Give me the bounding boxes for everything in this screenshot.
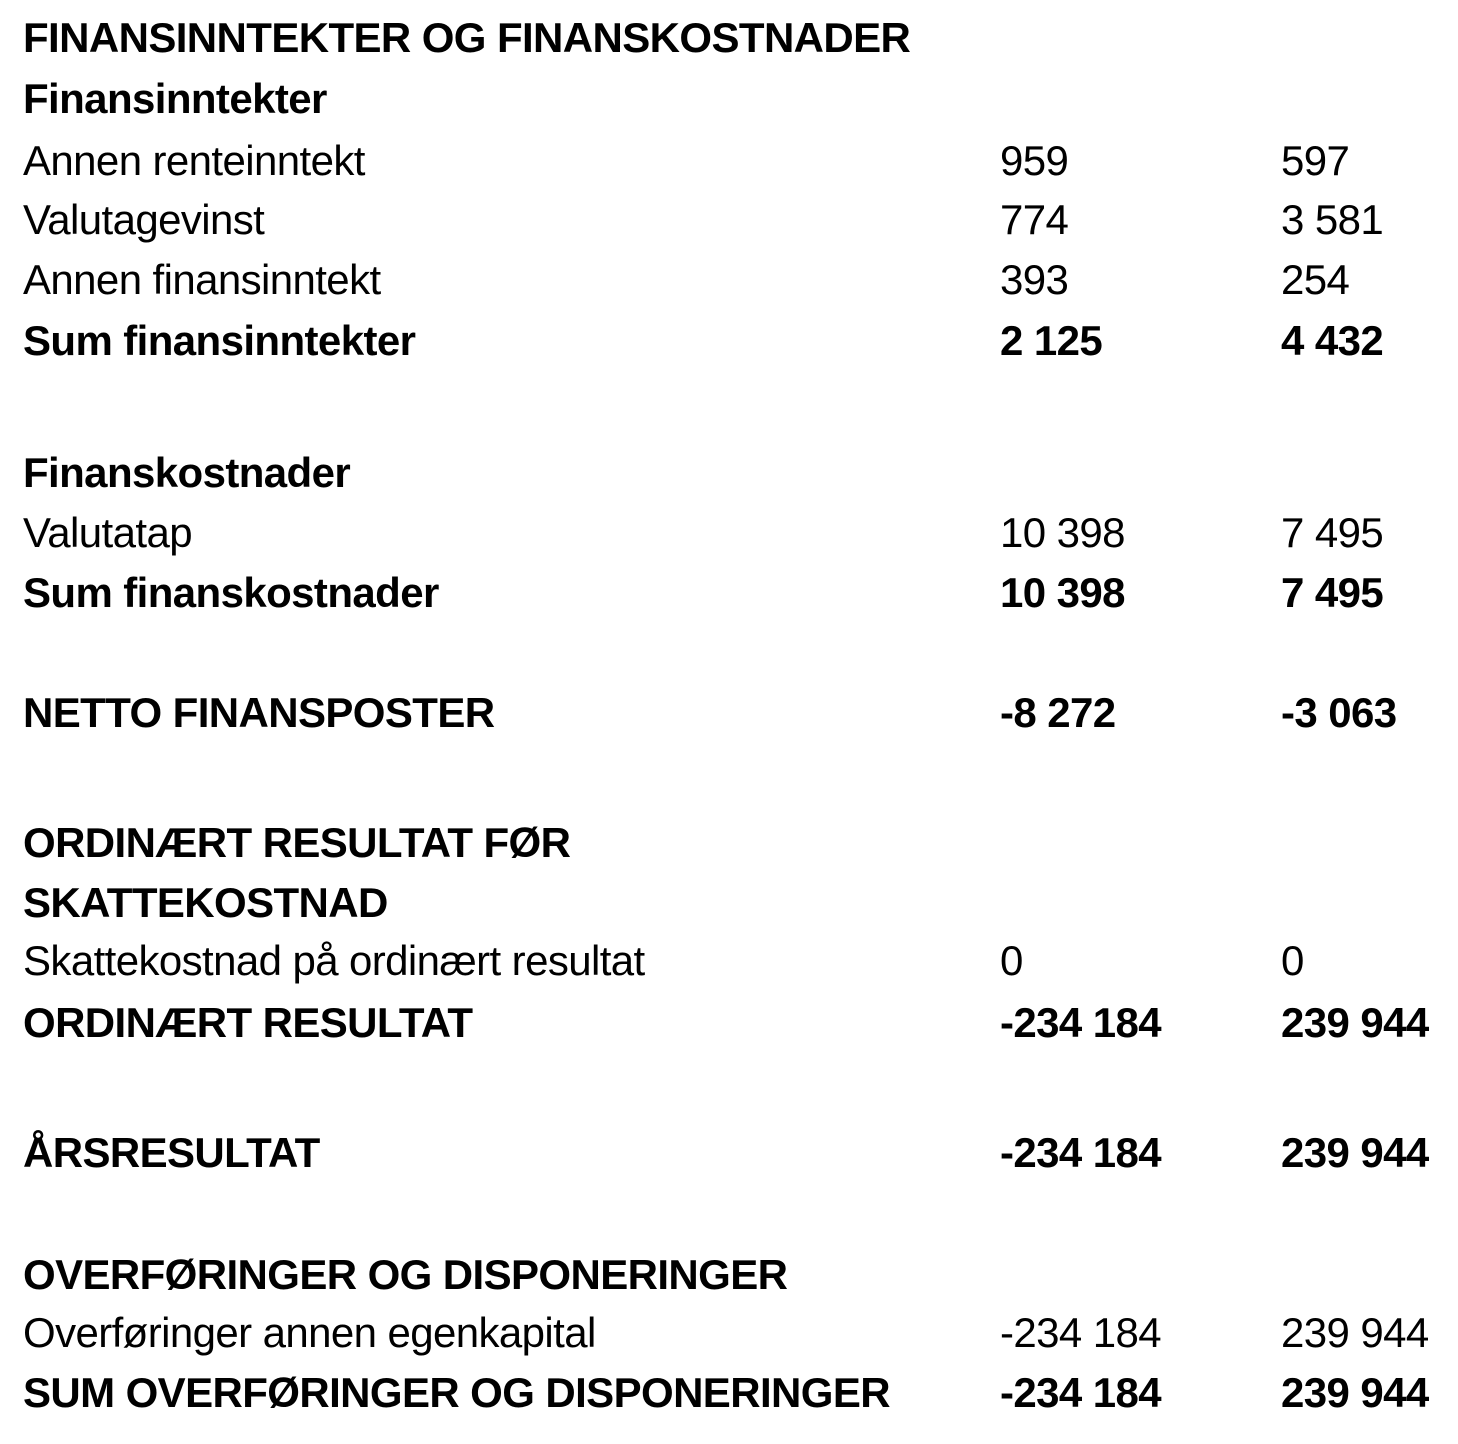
row-value-col1: 10 398 (1000, 509, 1125, 556)
row-label: OVERFØRINGER OG DISPONERINGER (23, 1251, 788, 1298)
row-value-col2: 7 495 (1281, 509, 1384, 556)
table-row (0, 569, 1458, 624)
table-row (0, 137, 1458, 192)
row-label: Sum finansinntekter (23, 317, 416, 364)
row-label: NETTO FINANSPOSTER (23, 689, 495, 736)
table-row (0, 1369, 1458, 1424)
row-value-col2: 597 (1281, 137, 1350, 184)
row-value-col1: -234 184 (1000, 1309, 1162, 1356)
table-row (0, 1309, 1458, 1364)
row-label: Finanskostnader (23, 449, 351, 496)
row-value-col1: -234 184 (1000, 1129, 1162, 1176)
row-label: Valutatap (23, 509, 192, 556)
row-value-col2: 239 944 (1281, 1369, 1429, 1416)
table-row (0, 819, 1458, 874)
row-label: Sum finanskostnader (23, 569, 439, 616)
row-value-col2: 4 432 (1281, 317, 1384, 364)
table-row (0, 196, 1458, 251)
row-value-col2: 0 (1281, 937, 1304, 984)
table-row (0, 509, 1458, 564)
row-label: ORDINÆRT RESULTAT FØR (23, 819, 571, 866)
row-label: SKATTEKOSTNAD (23, 879, 388, 926)
table-row (0, 256, 1458, 311)
row-value-col1: 393 (1000, 256, 1069, 303)
row-label: FINANSINNTEKTER OG FINANSKOSTNADER (23, 14, 911, 61)
row-label: Overføringer annen egenkapital (23, 1309, 596, 1356)
row-label: ORDINÆRT RESULTAT (23, 999, 473, 1046)
row-value-col1: 774 (1000, 196, 1069, 243)
row-value-col2: 7 495 (1281, 569, 1384, 616)
row-value-col2: 239 944 (1281, 1309, 1429, 1356)
row-label: Annen renteinntekt (23, 137, 365, 184)
table-row (0, 879, 1458, 934)
table-row (0, 999, 1458, 1054)
row-label: Valutagevinst (23, 196, 265, 243)
row-label: Annen finansinntekt (23, 256, 381, 303)
row-value-col1: 10 398 (1000, 569, 1125, 616)
row-value-col1: 959 (1000, 137, 1069, 184)
table-row (0, 1251, 1458, 1306)
row-value-col1: 0 (1000, 937, 1023, 984)
table-row (0, 937, 1458, 992)
row-value-col1: -8 272 (1000, 689, 1116, 736)
table-row (0, 317, 1458, 372)
row-label: Finansinntekter (23, 75, 327, 122)
row-value-col1: 2 125 (1000, 317, 1103, 364)
row-value-col2: 239 944 (1281, 999, 1429, 1046)
row-value-col2: 239 944 (1281, 1129, 1429, 1176)
row-value-col2: 254 (1281, 256, 1350, 303)
row-value-col1: -234 184 (1000, 999, 1162, 1046)
table-row (0, 689, 1458, 744)
table-row (0, 449, 1458, 504)
row-value-col1: -234 184 (1000, 1369, 1162, 1416)
row-value-col2: -3 063 (1281, 689, 1397, 736)
row-label: SUM OVERFØRINGER OG DISPONERINGER (23, 1369, 890, 1416)
table-row (0, 1129, 1458, 1184)
row-label: ÅRSRESULTAT (23, 1129, 320, 1176)
row-value-col2: 3 581 (1281, 196, 1384, 243)
row-label: Skattekostnad på ordinært resultat (23, 937, 645, 984)
table-row (0, 75, 1458, 130)
table-row (0, 14, 1458, 69)
